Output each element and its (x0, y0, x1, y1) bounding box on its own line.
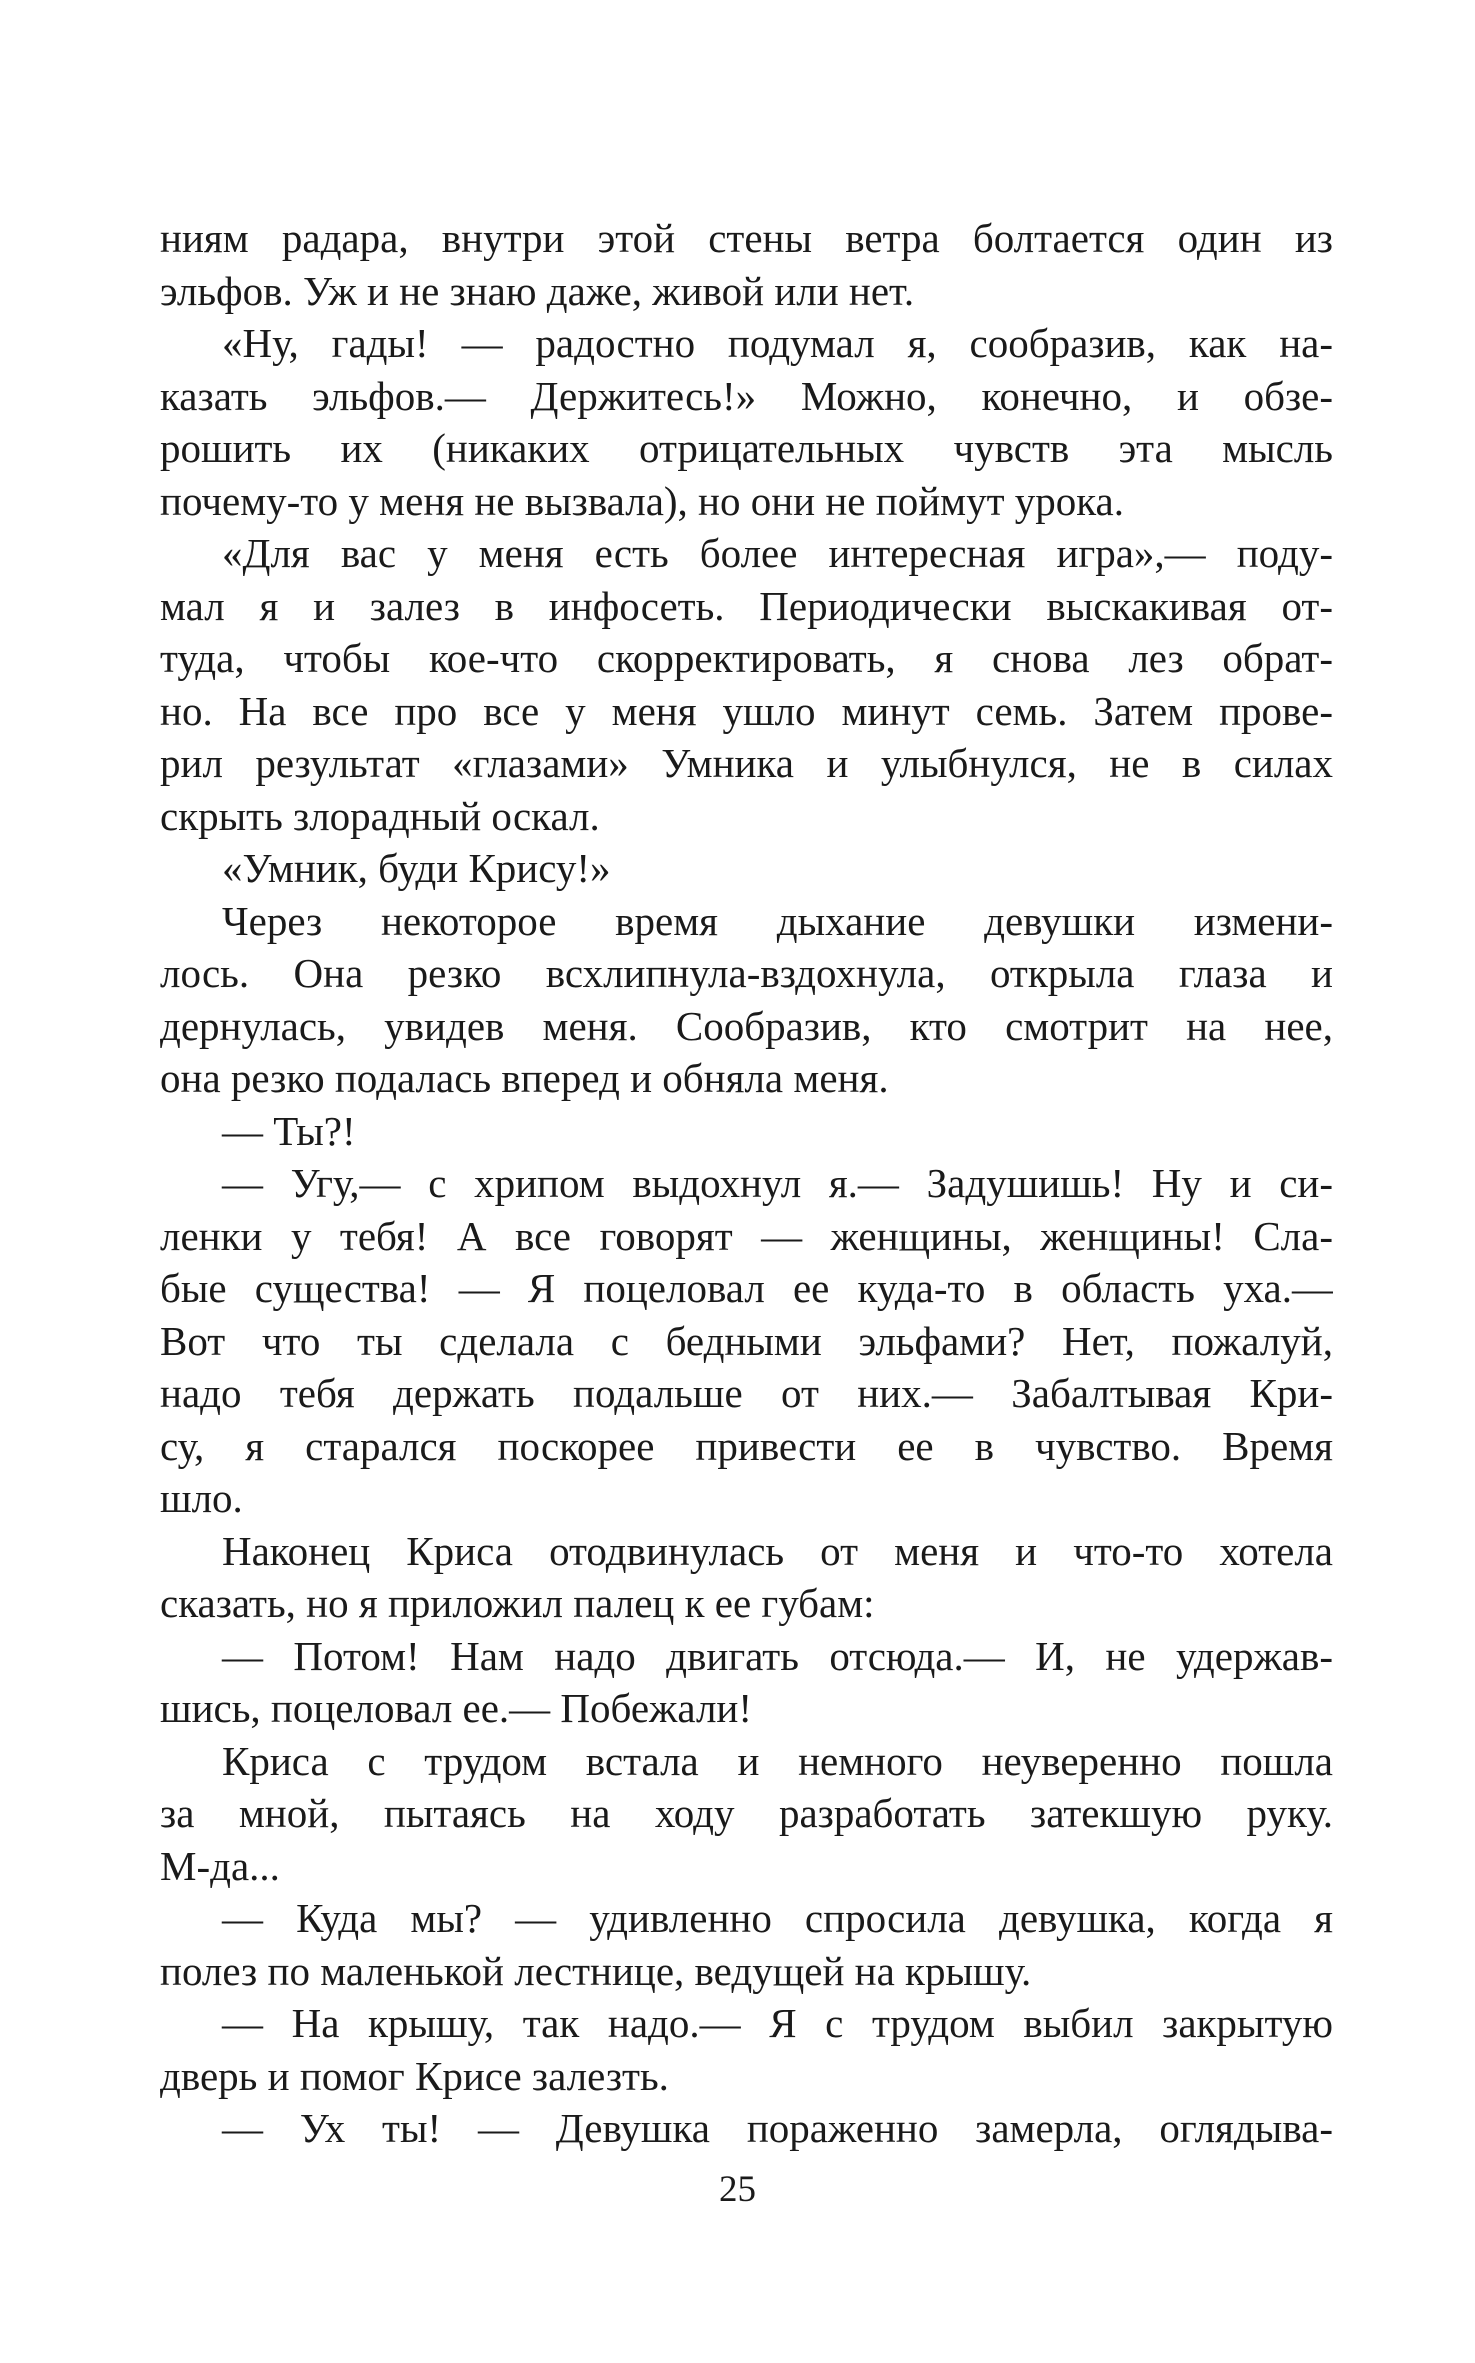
text-line: «Ну, гады! — радостно подумал я, сообразив, как на- (222, 320, 1333, 366)
text-line: — На крышу, так надо.— Я с трудом выбил закрытую (222, 2000, 1333, 2046)
page-number: 25 (719, 2169, 756, 2210)
text-line: дернулась, увидев меня. Сообразив, кто смотрит на нее, (160, 1002, 1333, 1049)
text-line: М-да... (160, 1842, 280, 1889)
text-line: за мной, пытаясь на ходу разработать затекшую руку. (160, 1790, 1333, 1836)
text-line: ниям радара, внутри этой стены ветра болтается один из (160, 215, 1333, 261)
text-line: Через некоторое время дыхание девушки измени- (222, 897, 1333, 944)
text-line: скрыть злорадный оскал. (160, 792, 600, 839)
text-line: но. На все про все у меня ушло минут семь. Затем прове- (160, 687, 1333, 734)
text-line: казать эльфов.— Держитесь!» Можно, конечно, и обзе- (160, 372, 1333, 419)
text-line: эльфов. Уж и не знаю даже, живой или нет. (160, 267, 915, 314)
text-line: «Умник, буди Крису!» (222, 845, 611, 891)
text-line: шись, поцеловал ее.— Побежали! (160, 1685, 752, 1731)
text-line: — Куда мы? — удивленно спросила девушка, когда я (222, 1895, 1333, 1941)
text-line: Криса с трудом встала и немного неуверенно пошла (222, 1737, 1333, 1784)
text-line: — Угу,— с хрипом выдохнул я.— Задушишь! Ну и си- (222, 1160, 1333, 1206)
text-line: — Ты?! (222, 1107, 356, 1154)
text-line: мал я и залез в инфосеть. Периодически выскакивая от- (160, 582, 1333, 629)
text-line: рил результат «глазами» Умника и улыбнулся, не в силах (160, 740, 1333, 786)
text-line: шло. (160, 1475, 243, 1521)
text-line: Вот что ты сделала с бедными эльфами? Нет, пожалуй, (160, 1317, 1333, 1364)
text-line: дверь и помог Крисе залезть. (160, 2052, 669, 2099)
text-line: надо тебя держать подальше от них.— Забалтывая Кри- (160, 1370, 1333, 1416)
text-line: — Потом! Нам надо двигать отсюда.— И, не удержав- (222, 1632, 1333, 1679)
text-line: рошить их (никаких отрицательных чувств эта мысль (160, 425, 1333, 471)
text-line: почему-то у меня не вызвала), но они не поймут урока. (160, 477, 1125, 524)
text-line: сказать, но я приложил палец к ее губам: (160, 1580, 875, 1626)
text-line: Наконец Криса отодвинулась от меня и что-то хотела (222, 1527, 1333, 1574)
text-line: ленки у тебя! А все говорят — женщины, женщины! Сла- (160, 1212, 1333, 1259)
text-line: полез по маленькой лестнице, ведущей на крышу. (160, 1947, 1032, 1994)
text-line: бые существа! — Я поцеловал ее куда-то в область уха.— (160, 1265, 1333, 1311)
page-text (160, 212, 1333, 2155)
text-line: лось. Она резко всхлипнула-вздохнула, открыла глаза и (160, 950, 1333, 996)
text-line: — Ух ты! — Девушка пораженно замерла, оглядыва- (222, 2105, 1333, 2151)
text-line: «Для вас у меня есть более интересная игра»,— поду- (222, 530, 1333, 576)
text-line: она резко подалась вперед и обняла меня. (160, 1055, 889, 1101)
text-line: су, я старался поскорее привести ее в чувство. Время (160, 1422, 1333, 1469)
text-line: туда, чтобы кое-что скорректировать, я снова лез обрат- (160, 635, 1333, 681)
